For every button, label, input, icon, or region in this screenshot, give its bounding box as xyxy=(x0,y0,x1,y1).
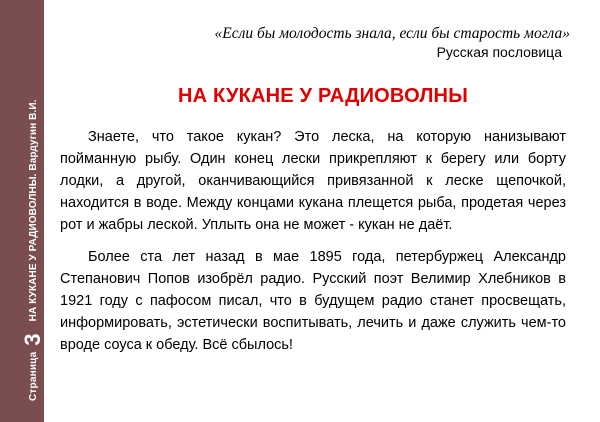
sidebar xyxy=(0,0,44,422)
body-text xyxy=(60,126,566,366)
epigraph xyxy=(215,24,570,62)
running-title: НА КУКАНЕ У РАДИОВОЛНЫ. Вардугин В.И. xyxy=(27,99,39,322)
sidebar-running-header xyxy=(22,100,44,402)
paragraph: Более ста лет назад в мае 1895 года, петербуржец Александр Степанович Попов изобрёл радио. Русский поэт Велимир Хлебников в 1921 году с пафосом писал, что в будущем радио станет просвещать, информировать, эстетически воспитывать, лечить и даже служить чем-то вроде соуса к обеду. Всё сбылось! xyxy=(60,249,566,353)
epigraph-quote: «Если бы молодость знала, если бы старость могла» xyxy=(214,25,570,42)
paragraph: Знаете, что такое кукан? Это леска, на которую нанизывают пойманную рыбу. Один конец лески прикрепляют к берегу или борту лодки, а другой, оканчивающийся привязанной к леске щепочкой, находится в воде. Между концами кукана плещется рыба, продетая через рот и жабры леской. Уплыть она не может - кукан не даёт. xyxy=(60,129,566,233)
page-title: НА КУКАНЕ У РАДИОВОЛНЫ xyxy=(178,85,468,107)
epigraph-source: Русская пословица xyxy=(436,44,562,60)
page-number: 3 xyxy=(20,333,45,346)
page-label: Страница xyxy=(27,351,39,401)
